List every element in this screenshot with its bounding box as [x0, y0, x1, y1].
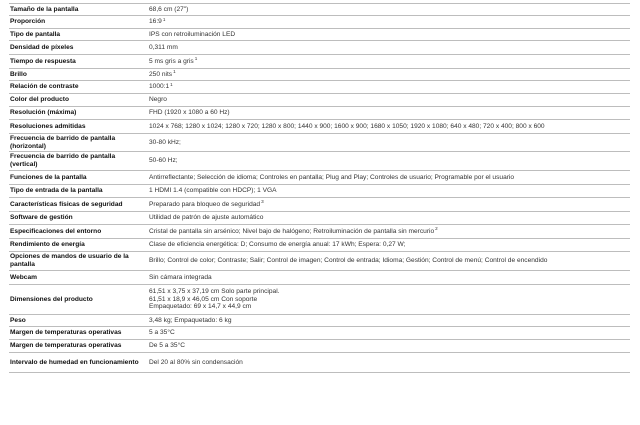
spec-value-text: Negro: [149, 96, 167, 104]
footnote-marker: 1: [173, 69, 176, 75]
spec-value: [145, 107, 630, 120]
spec-value-text: Utilidad de patrón de ajuste automático: [149, 214, 264, 222]
spec-value-line: [149, 6, 628, 14]
spec-value-line: [149, 228, 628, 236]
spec-value-text: 5 a 35°C: [149, 329, 175, 337]
spec-row: [9, 353, 630, 373]
spec-row: [9, 29, 630, 41]
spec-value-line: [149, 58, 628, 66]
spec-label: Relación de contraste: [9, 81, 145, 94]
spec-row: [9, 152, 630, 171]
spec-value: [145, 171, 630, 185]
spec-value-text: 250 nits: [149, 70, 173, 78]
spec-value-text: 1024 x 768; 1280 x 1024; 1280 x 720; 1280 x 800; 1440 x 900; 1600 x 900; 1680 x 1050; 1920 x 1080; 640 x 480; 720 x 400; 800 x 600: [149, 122, 545, 130]
spec-label: Proporción: [9, 16, 145, 29]
spec-label: Funciones de la pantalla: [9, 171, 145, 185]
spec-row: [9, 198, 630, 212]
spec-value: [145, 134, 630, 152]
footnote-marker: 2: [435, 226, 438, 232]
spec-label: Resoluciones admitidas: [9, 120, 145, 134]
spec-value-text: Del 20 al 80% sin condensación: [149, 358, 243, 366]
spec-value: [145, 212, 630, 225]
spec-row: [9, 252, 630, 271]
spec-label: Margen de temperaturas operativas: [9, 327, 145, 340]
spec-value-line: [149, 18, 628, 26]
spec-value: [145, 285, 630, 315]
spec-value: [145, 4, 630, 16]
spec-label: Software de gestión: [9, 212, 145, 225]
spec-value: [145, 55, 630, 69]
spec-value: [145, 152, 630, 171]
spec-label: Frecuencia de barrido de pantalla (horizontal): [9, 134, 145, 152]
spec-label: Peso: [9, 315, 145, 327]
spec-value-line: [149, 44, 628, 52]
spec-value-text: 16:9: [149, 18, 162, 26]
spec-value-text: Clase de eficiencia energética: D; Consumo de energía anual: 17 kWh; Espera: 0,27 W;: [149, 241, 406, 249]
spec-value-line: [149, 241, 628, 249]
spec-value-text: 5 ms gris a gris: [149, 57, 194, 65]
spec-label: Brillo: [9, 69, 145, 81]
spec-value-line: [149, 329, 628, 337]
spec-value: [145, 340, 630, 353]
spec-value-line: [149, 296, 628, 304]
spec-row: [9, 134, 630, 152]
spec-value-text: 0,311 mm: [149, 43, 178, 51]
spec-label: Características físicas de seguridad: [9, 198, 145, 212]
spec-value: [145, 41, 630, 55]
spec-value: [145, 69, 630, 81]
spec-value: [145, 252, 630, 271]
spec-value-line: [149, 342, 628, 350]
spec-value: [145, 198, 630, 212]
spec-value: [145, 185, 630, 198]
spec-row: [9, 55, 630, 69]
spec-value: [145, 120, 630, 134]
spec-value: [145, 315, 630, 327]
spec-label: Tamaño de la pantalla: [9, 4, 145, 16]
footnote-marker: 3: [261, 199, 264, 205]
spec-label: Tipo de entrada de la pantalla: [9, 185, 145, 198]
spec-row: [9, 340, 630, 353]
spec-row: [9, 239, 630, 252]
footnote-marker: 1: [162, 16, 166, 22]
spec-table: [9, 3, 630, 373]
spec-row: [9, 271, 630, 285]
spec-label: Webcam: [9, 271, 145, 285]
spec-label: Frecuencia de barrido de pantalla (vertical): [9, 152, 145, 171]
spec-row: [9, 120, 630, 134]
spec-value-line: [149, 214, 628, 222]
spec-value-text: 30-80 kHz;: [149, 138, 181, 146]
spec-value-text: 50-60 Hz;: [149, 157, 178, 165]
spec-value-line: [149, 257, 628, 265]
spec-value: [145, 271, 630, 285]
spec-value: [145, 29, 630, 41]
spec-value-line: [149, 187, 628, 195]
footnote-marker: 1: [170, 81, 173, 87]
spec-row: [9, 225, 630, 239]
spec-value-line: [149, 31, 628, 39]
spec-value-text: Antirreflectante; Selección de idioma; Controles en pantalla; Plug and Play; Controles de usuario; Programable por el usuario: [149, 173, 515, 181]
spec-row: [9, 94, 630, 107]
spec-value: [145, 327, 630, 340]
spec-row: [9, 16, 630, 29]
spec-label: Dimensiones del producto: [9, 285, 145, 315]
spec-label: Intervalo de humedad en funcionamiento: [9, 353, 145, 373]
spec-value-text: 68,6 cm (27"): [149, 5, 189, 13]
spec-value-line: [149, 157, 628, 165]
spec-value: [145, 94, 630, 107]
spec-value-line: [149, 317, 628, 325]
spec-row: [9, 171, 630, 185]
spec-value-text: 1000:1: [149, 83, 170, 91]
spec-row: [9, 4, 630, 16]
spec-value-line: [149, 109, 628, 117]
spec-row: [9, 41, 630, 55]
spec-sheet: [9, 3, 630, 373]
spec-value-text: 1 HDMI 1.4 (compatible con HDCP); 1 VGA: [149, 187, 277, 195]
spec-value-text: Brillo; Control de color; Contraste; Salir; Control de imagen; Control de entrada; Idioma; Gestión; Control de menú; Control de encendido: [149, 257, 548, 265]
spec-value-text: Preparado para bloqueo de seguridad: [149, 200, 261, 208]
spec-label: Margen de temperaturas operativas: [9, 340, 145, 353]
spec-value-text: Empaquetado: 69 x 14,7 x 44,9 cm: [149, 303, 252, 311]
spec-row: [9, 185, 630, 198]
spec-row: [9, 81, 630, 94]
spec-value-line: [149, 303, 628, 311]
spec-value: [145, 353, 630, 373]
spec-value-line: [149, 139, 628, 147]
spec-row: [9, 327, 630, 340]
spec-row: [9, 285, 630, 315]
spec-row: [9, 315, 630, 327]
spec-value-text: FHD (1920 x 1080 a 60 Hz): [149, 109, 230, 117]
spec-value-line: [149, 174, 628, 182]
spec-label: Color del producto: [9, 94, 145, 107]
spec-value-text: 61,51 x 3,75 x 37,19 cm Solo parte principal.: [149, 288, 280, 296]
spec-value-line: [149, 274, 628, 282]
spec-value-text: IPS con retroiluminación LED: [149, 30, 236, 38]
spec-value-text: 3,48 kg; Empaquetado: 6 kg: [149, 316, 232, 324]
spec-label: Tiempo de respuesta: [9, 55, 145, 69]
spec-value-line: [149, 71, 628, 79]
spec-row: [9, 107, 630, 120]
spec-label: Tipo de pantalla: [9, 29, 145, 41]
spec-value-text: De 5 a 35°C: [149, 342, 185, 350]
spec-value-text: Sin cámara integrada: [149, 273, 212, 281]
footnote-marker: 1: [194, 56, 198, 62]
spec-label: Resolución (máxima): [9, 107, 145, 120]
spec-value-line: [149, 201, 628, 209]
spec-value-line: [149, 123, 628, 131]
spec-value-text: Cristal de pantalla sin arsénico; Nivel bajo de halógeno; Retroiluminación de pantalla sin mercurio: [149, 227, 435, 235]
spec-label: Especificaciones del entorno: [9, 225, 145, 239]
spec-value-line: [149, 359, 628, 367]
spec-value-line: [149, 96, 628, 104]
spec-value-line: [149, 288, 628, 296]
spec-value-line: [149, 83, 628, 91]
spec-label: Opciones de mandos de usuario de la pantalla: [9, 252, 145, 271]
spec-value: [145, 239, 630, 252]
spec-value: [145, 16, 630, 29]
spec-value: [145, 225, 630, 239]
spec-row: [9, 69, 630, 81]
spec-row: [9, 212, 630, 225]
spec-table-body: [9, 4, 630, 373]
spec-value: [145, 81, 630, 94]
spec-value-text: 61,51 x 18,9 x 46,05 cm Con soporte: [149, 295, 258, 303]
spec-label: Densidad de píxeles: [9, 41, 145, 55]
spec-label: Rendimiento de energía: [9, 239, 145, 252]
